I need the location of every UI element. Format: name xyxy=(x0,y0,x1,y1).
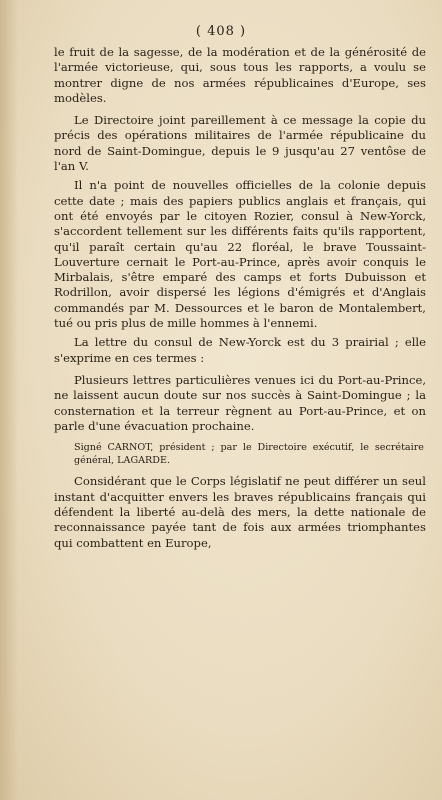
paragraph-continuation: le fruit de la sagesse, de la modération et de la générosité de l'armée victorieuse, qui, sous tous les rapports, a voulu se montrer digne de nos armées républicaines d'Europe, ses modèles. xyxy=(54,45,426,105)
paragraph-directoire-message: Le Directoire joint pareillement à ce message la copie du précis des opérations militaires de l'armée républicaine du nord de Saint-Domingue, depuis le 9 jusqu'au 27 ventôse de l'an V. xyxy=(54,113,426,174)
paragraph-consul-letter-quote: Plusieurs lettres particulières venues ici du Port-au-Prince, ne laissent aucun doute sur nos succès à Saint-Domingue ; la consternation et la terreur règnent au Port-au-Prince, et on parle d'une évacuation prochaine. xyxy=(54,372,426,433)
paragraph-consul-letter-intro: La lettre du consul de New-Yorck est du 3 prairial ; elle s'exprime en ces termes : xyxy=(54,335,426,365)
paragraph-considerant: Considérant que le Corps législatif ne peut différer un seul instant d'acquitter envers les braves républicains français qui défendent la liberté au-delà des mers, la dette nationale de reconnaissance payée tant de fois aux armées triomphantes qui combattent en Europe, xyxy=(54,474,426,550)
paragraph-news-from-colony: Il n'a point de nouvelles officielles de la colonie depuis cette date ; mais des papiers publics anglais et français, qui ont été envoyés par le citoyen Rozier, consul à New-Yorck, s'accordent tellement sur les différents faits qu'ils rapportent, qu'il paraît certain qu'au 22 floréal, le brave Toussaint-Louverture cernait le Port-au-Prince, après avoir conquis le Mirbalais, s'être emparé des camps et forts Dubuisson et Rodrillon, avoir dispersé les légions d'émigrés et d'Anglais commandés par M. Dessources et le baron de Montalembert, tué ou pris plus de mille hommes à l'ennemi. xyxy=(54,178,426,331)
page-gutter-shadow xyxy=(0,0,18,800)
page-body xyxy=(54,45,426,551)
page-number: ( 408 ) xyxy=(195,24,247,39)
signature-line: Signé CARNOT, président ; par le Directoire exécutif, le secrétaire général, LAGARDE. xyxy=(74,442,424,466)
